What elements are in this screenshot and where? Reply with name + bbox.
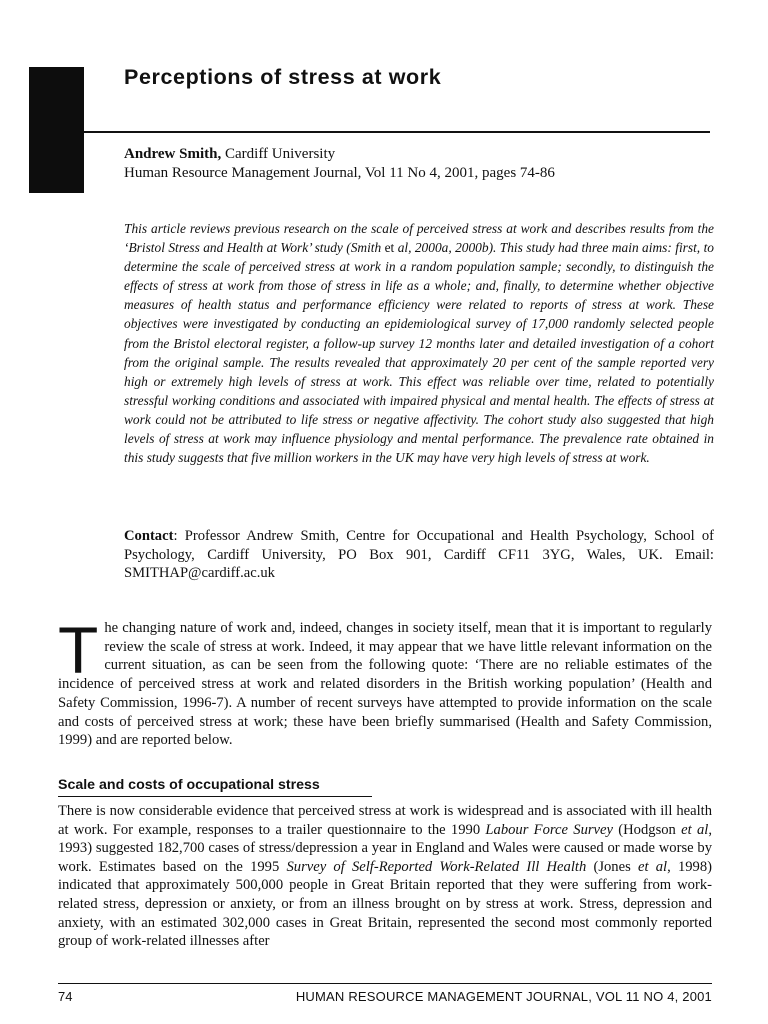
section-text-4: (Jones <box>586 858 638 875</box>
article-title: Perceptions of stress at work <box>124 65 442 89</box>
author-line <box>124 145 714 164</box>
running-footer: HUMAN RESOURCE MANAGEMENT JOURNAL, VOL 11 NO 4, 2001 <box>295 989 712 1004</box>
page-number: 74 <box>58 989 73 1004</box>
section-text-2: (Hodgson <box>612 821 682 838</box>
section-text-1: There is now considerable evidence that perceived stress at work is widespread and is associated with ill health at work. For example, responses to a trailer questionnaire to the 1990 <box>58 803 712 838</box>
section-heading: Scale and costs of occupational stress <box>58 777 320 793</box>
section-italic-3: Survey of Self-Reported Work-Related Ill Health <box>286 858 587 875</box>
section-text-5: , 1998) indicated that approximately 500,000 people in Great Britain reported that they were suffering from work-related stress, depression or anxiety, or from an illness brought on by stress at work. Stress, depression and anxiety, with an estimated 302,000 cases in Great Britain, represented the second most commonly reported group of work-related illnesses after <box>58 858 712 950</box>
section-italic-2: et al <box>681 821 709 838</box>
decorative-side-bar <box>29 67 84 193</box>
abstract-et-al: et <box>384 240 395 256</box>
section-italic-1: Labour Force Survey <box>485 821 613 838</box>
byline <box>124 145 714 183</box>
intro-paragraph <box>58 613 712 750</box>
contact-details: : Professor Andrew Smith, Centre for Occupational and Health Psychology, School of Psychology, Cardiff University, PO Box 901, Cardiff CF11 3YG, Wales, UK. Email: SMITHAP@cardiff.ac.uk <box>124 528 714 582</box>
title-divider <box>84 131 710 133</box>
section-heading-underline <box>58 796 372 797</box>
abstract-text-start: This article reviews previous research on the scale of perceived stress at work and describes results from the ‘Bristol Stress and Health at Work’ study (Smith <box>124 221 714 256</box>
section-paragraph <box>58 802 712 951</box>
abstract-text-rest: al, 2000a, 2000b). This study had three main aims: first, to determine the scale of perceived stress at work in a random population sample; secondly, to distinguish the effects of stress at work from those of stress in life as a whole; and, finally, to determine whether objective measures of health status and performance efficiency were related to reports of stress at work. These objectives were investigated by conducting an epidemiological survey of 17,000 randomly selected people from the Bristol electoral register, a follow-up survey 12 months later and detailed investigation of a cohort from the original sample. The results revealed that approximately 20 per cent of the sample reported very high or extremely high levels of stress at work. This effect was reliable over time, related to potentially stressful working conditions and associated with impaired physical and mental health. The effects of stress at work could not be attributed to life stress or negative affectivity. The cohort study also suggested that high levels of stress at work may influence physiology and mental performance. The prevalence rate obtained in this study suggests that five million workers in the UK may have very high levels of stress at work. <box>124 240 714 466</box>
intro-text: he changing nature of work and, indeed, changes in society itself, mean that it is important to regularly review the scale of stress at work. Indeed, it may appear that we have little relevant information on the current situation, as can be seen from the following quote: ‘There are no reliable estimates of the incidence of perceived stress at work and related disorders in the British working population’ (Health and Safety Commission, 1996-7). A number of recent surveys have attempted to provide information on the scale and costs of perceived stress at work; these have been briefly summarised (Health and Safety Commission, 1999) and are reported below. <box>58 620 712 749</box>
footer-divider <box>58 983 712 984</box>
contact-label: Contact <box>124 528 174 544</box>
section-text-3: , 1993) suggested 182,700 cases of stress/depression a year in England and Wales were caused or made worse by work. Estimates based on the 1995 <box>58 821 712 875</box>
author-affiliation: Cardiff University <box>221 146 336 162</box>
section-italic-4: et al <box>637 858 668 875</box>
contact-info <box>124 527 714 583</box>
author-name: Andrew Smith, <box>124 146 222 162</box>
journal-citation: Human Resource Management Journal, Vol 11 No 4, 2001, pages 74-86 <box>124 165 555 181</box>
drop-cap: T <box>58 613 99 687</box>
abstract <box>124 219 714 467</box>
